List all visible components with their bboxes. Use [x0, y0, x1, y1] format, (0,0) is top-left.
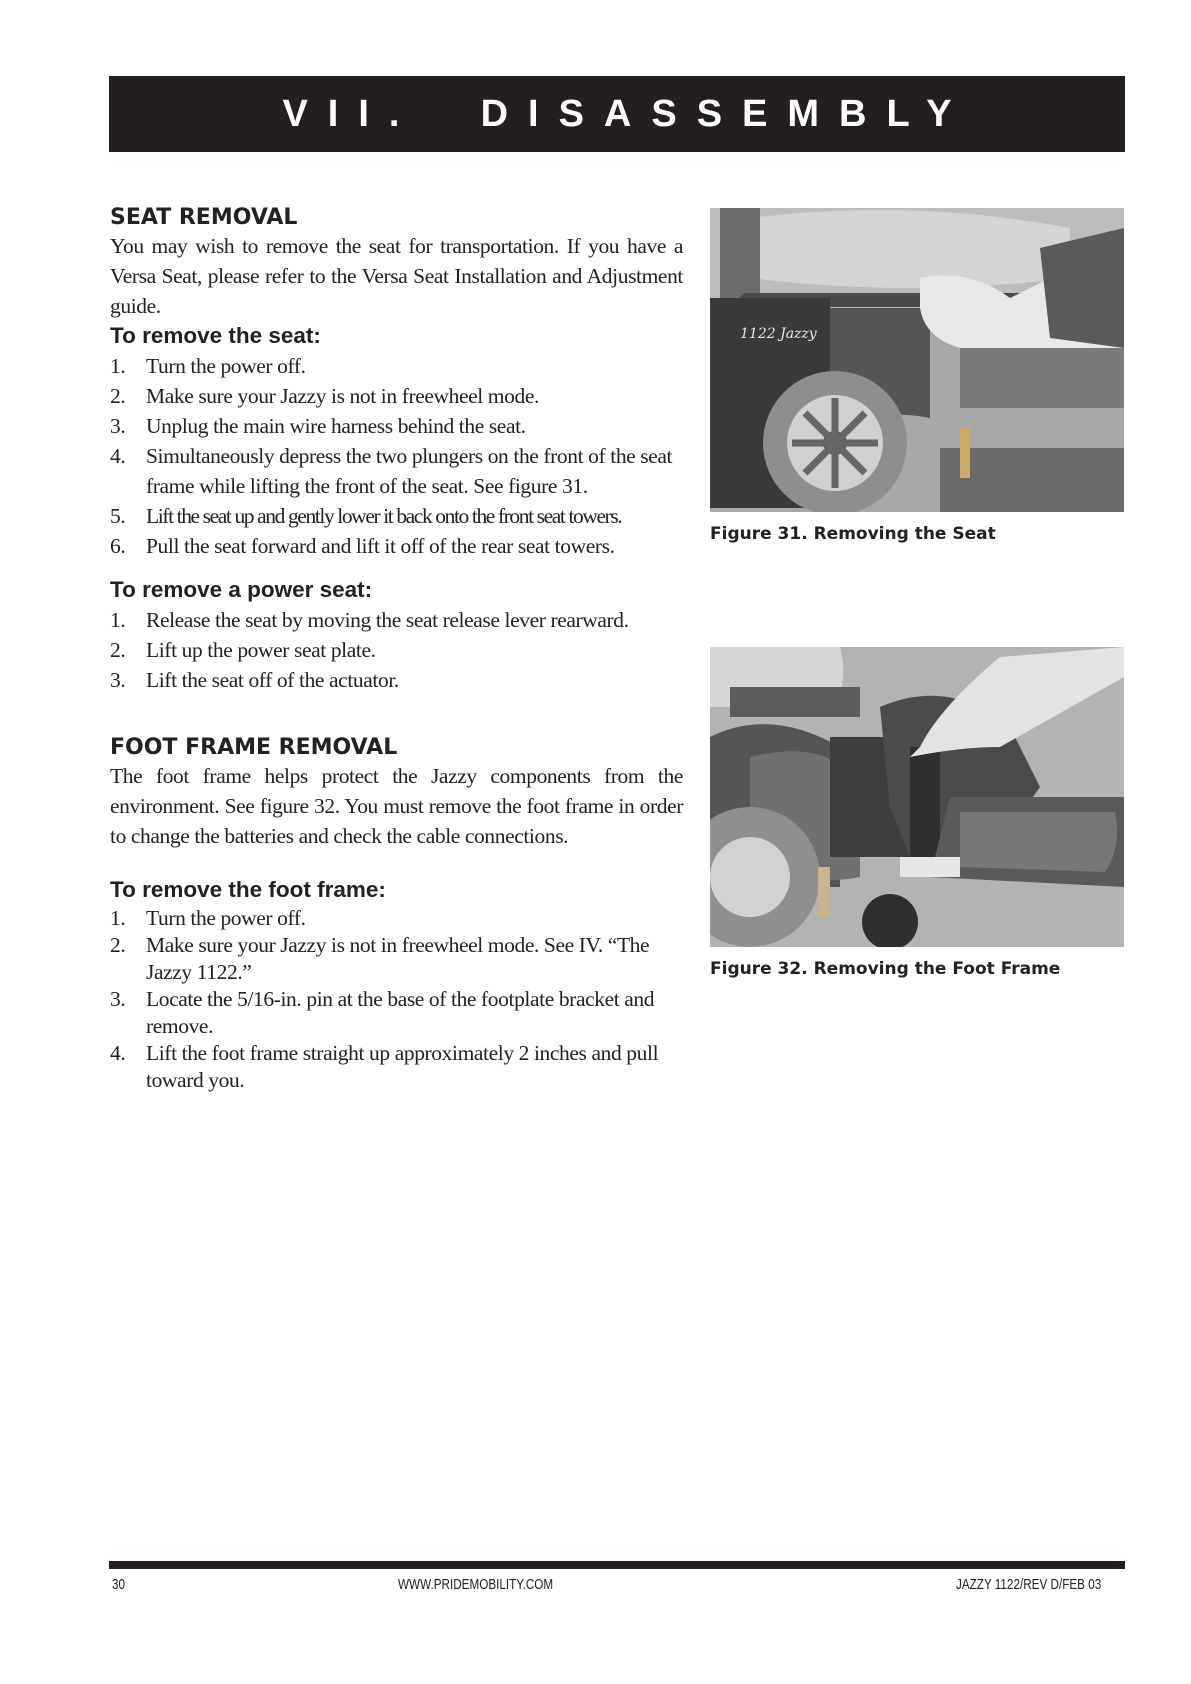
logo-jazzy	[740, 326, 818, 342]
list-item: 2. Make sure your Jazzy is not in freewheel mode. See IV. “The Jazzy 1122.”	[110, 933, 650, 984]
footer-doc-id: JAZZY 1122/REV D/FEB 03	[956, 1576, 1102, 1593]
list-item: 2. Lift up the power seat plate.	[110, 638, 376, 662]
main-column	[110, 205, 683, 1094]
section-banner	[109, 76, 1125, 152]
seat-removal-heading: SEAT REMOVAL	[110, 205, 298, 230]
list-item: 2. Make sure your Jazzy is not in freewheel mode.	[110, 384, 539, 408]
list-item: 3. Locate the 5/16-in. pin at the base of the footplate bracket and remove.	[110, 987, 655, 1038]
footer-website: WWW.PRIDEMOBILITY.COM	[398, 1576, 554, 1593]
list-item: 3. Unplug the main wire harness behind the seat.	[110, 414, 526, 438]
list-item: 1. Turn the power off.	[110, 906, 306, 930]
figure-32	[710, 647, 1124, 979]
figure-32-caption: Figure 32. Removing the Foot Frame	[710, 959, 1061, 979]
seat-removal-photo	[710, 208, 1124, 512]
figure-31-caption: Figure 31. Removing the Seat	[710, 524, 996, 544]
list-item: 6. Pull the seat forward and lift it off of the rear seat towers.	[110, 534, 615, 558]
list-item: 5. Lift the seat up and gently lower it back onto the front seat towers.	[110, 504, 622, 528]
figure-31	[710, 208, 1124, 544]
page-number: 30	[112, 1576, 126, 1593]
list-item: 1. Release the seat by moving the seat release lever rearward.	[110, 608, 629, 632]
svg-text:1122 Jazzy: 1122 Jazzy	[740, 326, 817, 342]
list-item: 4. Simultaneously depress the two plungers on the front of the seat frame while lifting the front of the seat. See figure 31.	[110, 444, 673, 498]
section-title: VII. DISASSEMBLY	[282, 92, 972, 135]
remove-seat-steps	[110, 351, 683, 561]
foot-frame-intro: The foot frame helps protect the Jazzy components from the environment. See figure 32. You must remove the foot frame in order to change the batteries and check the cable connections.	[110, 764, 683, 848]
list-item: 3. Lift the seat off of the actuator.	[110, 668, 399, 692]
remove-foot-frame-heading: To remove the foot frame:	[110, 877, 386, 902]
seat-removal-intro: You may wish to remove the seat for transportation. If you have a Versa Seat, please refer to the Versa Seat Installation and Adjustment guide.	[110, 234, 683, 318]
remove-power-seat-heading: To remove a power seat:	[110, 577, 373, 602]
remove-seat-heading: To remove the seat:	[110, 323, 321, 348]
remove-power-seat-steps	[110, 605, 683, 695]
list-item: 1. Turn the power off.	[110, 354, 306, 378]
footer-rule	[109, 1561, 1125, 1569]
list-item: 4. Lift the foot frame straight up approximately 2 inches and pull toward you.	[110, 1041, 659, 1092]
foot-frame-heading: FOOT FRAME REMOVAL	[110, 735, 398, 760]
remove-foot-frame-steps	[110, 905, 683, 1094]
foot-frame-removal-photo	[710, 647, 1124, 947]
